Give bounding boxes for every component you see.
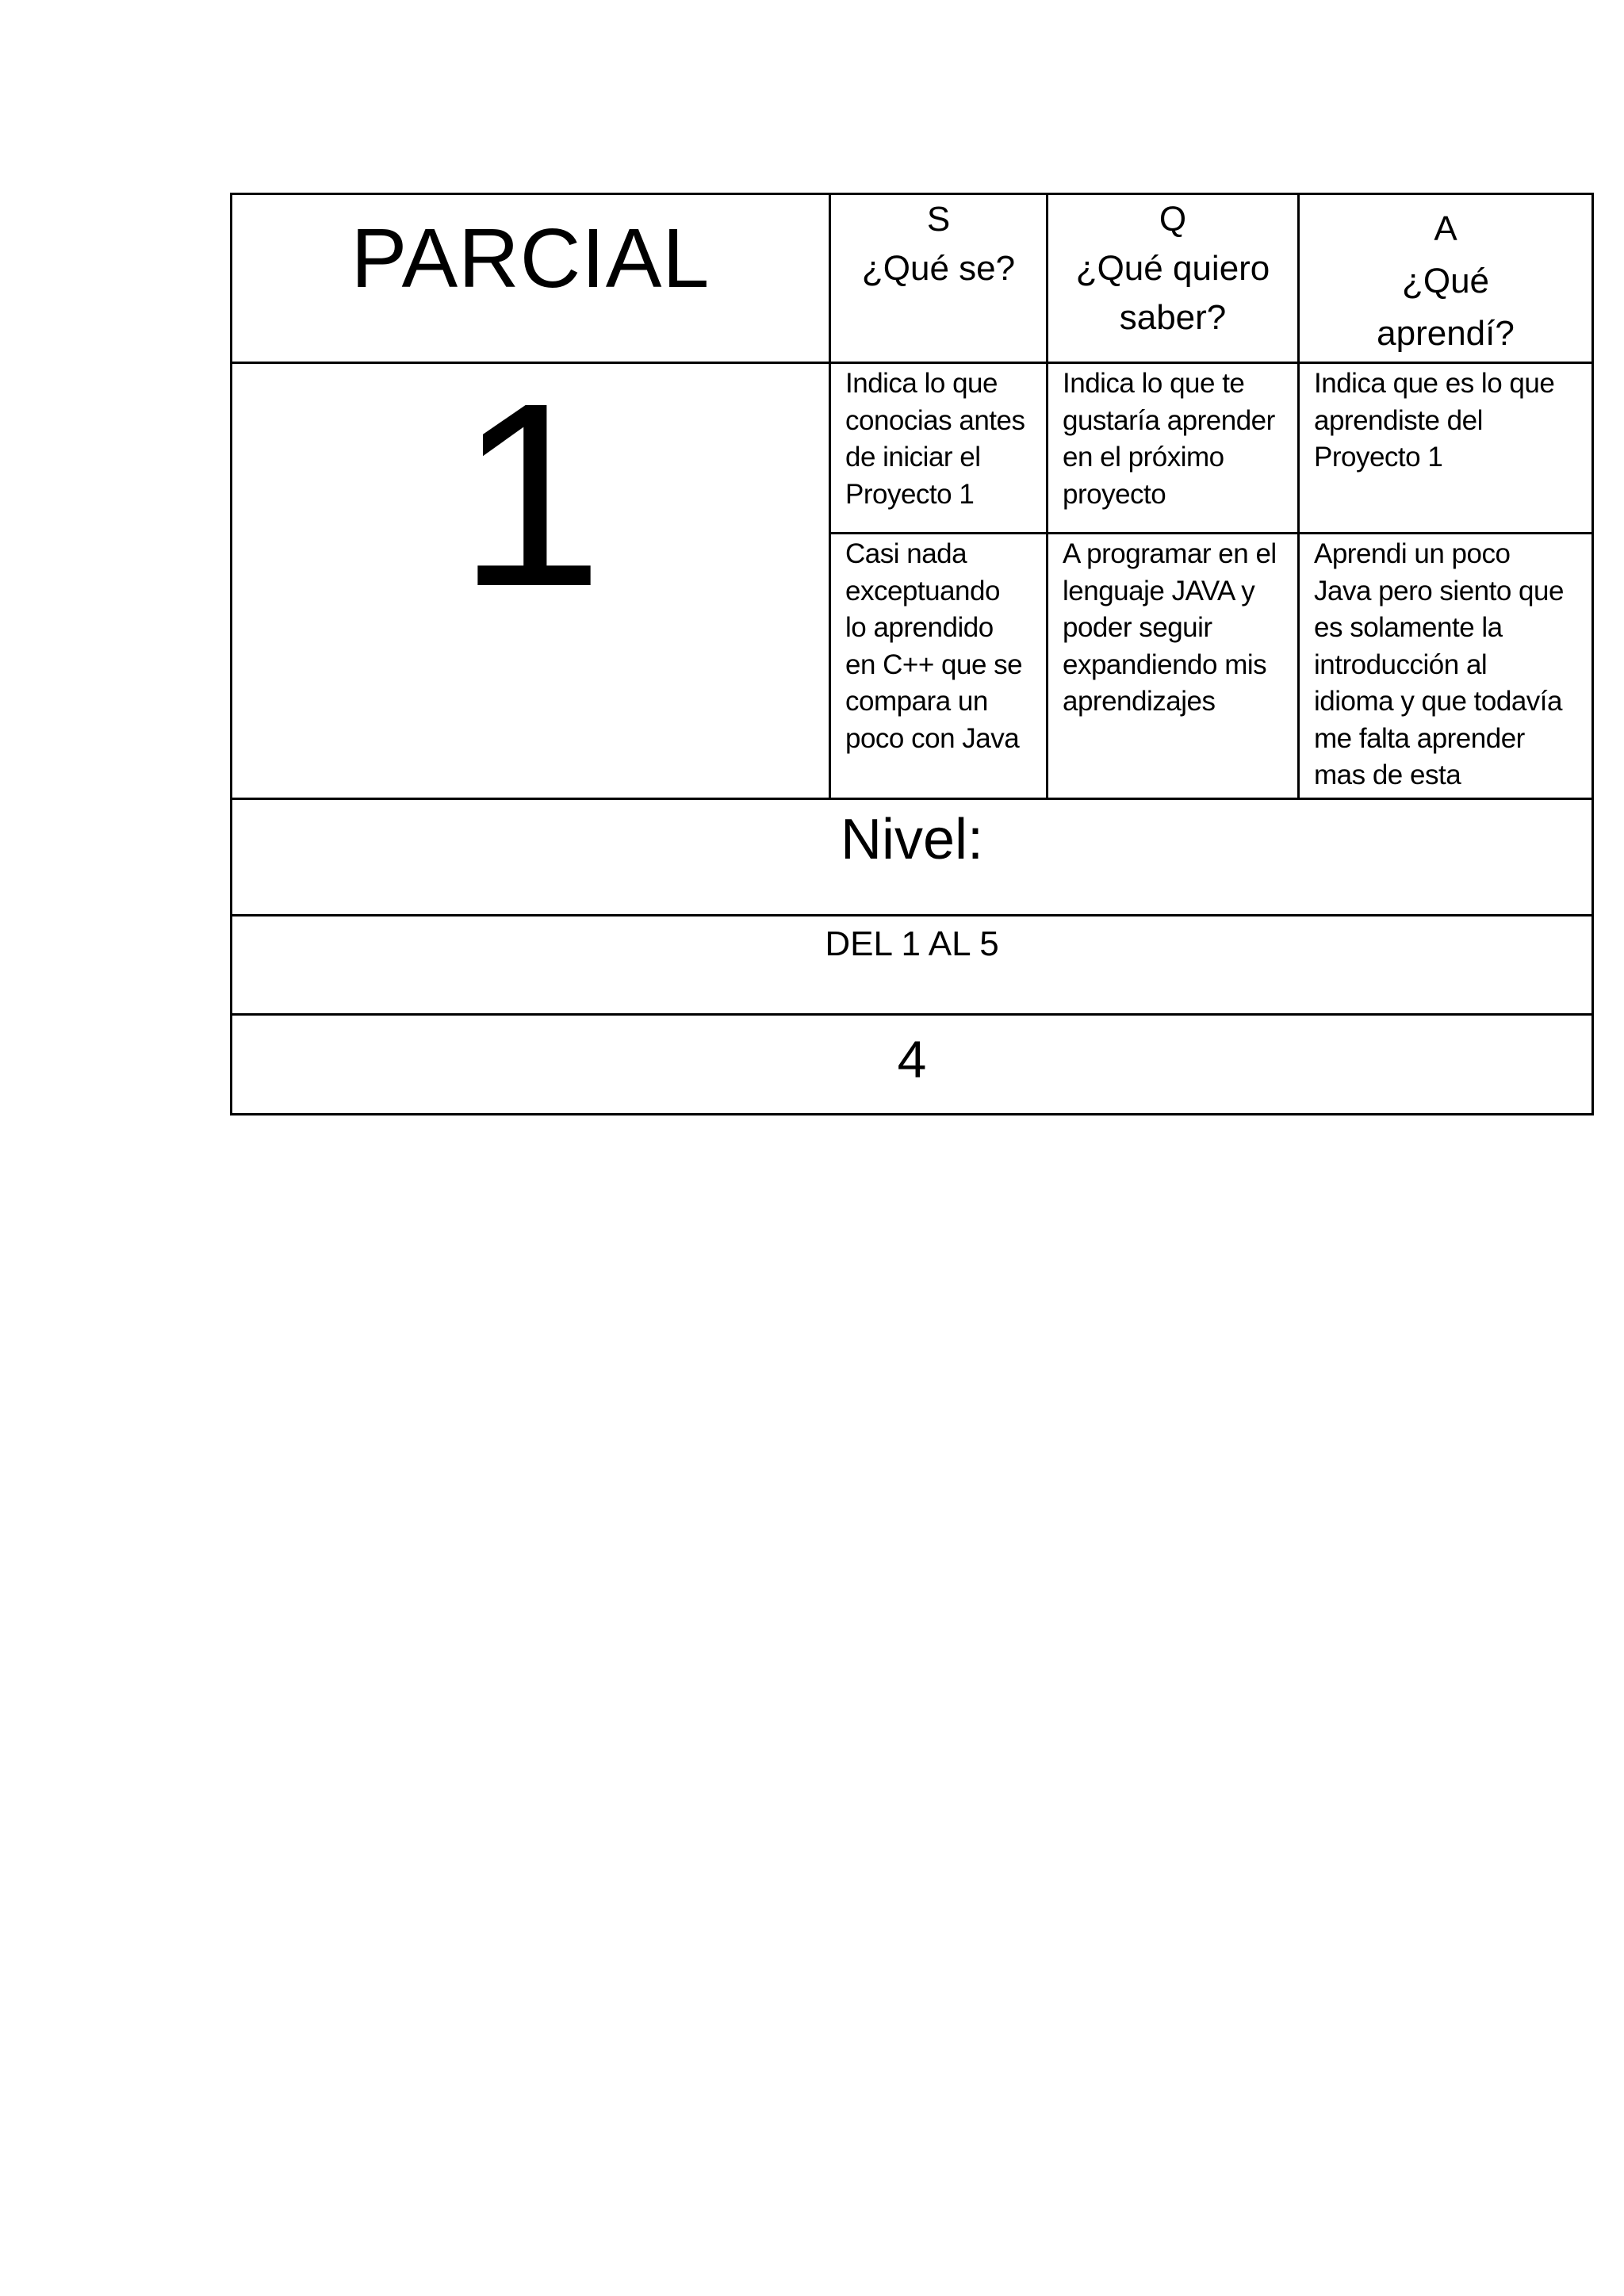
prompt-s-line: Proyecto 1 [845, 478, 975, 510]
answer-s-line: Casi nada [845, 538, 967, 569]
range-label-text: DEL 1 AL 5 [825, 924, 999, 963]
range-row [232, 915, 1593, 1014]
prompt-a-line: aprendiste del [1314, 404, 1483, 436]
answer-a-line: es solamente la [1314, 612, 1503, 643]
column-q-question-line1: ¿Qué quiero [1075, 249, 1270, 288]
prompt-q-line: Indica lo que te [1063, 368, 1245, 399]
prompt-row [232, 363, 1593, 534]
prompt-q [1048, 363, 1299, 534]
answer-a-line: Java pero siento que [1314, 575, 1564, 607]
range-label [232, 915, 1593, 1014]
nivel-row [232, 798, 1593, 915]
answer-a-line: idioma y que todavía [1314, 686, 1562, 717]
prompt-s-line: conocias antes [845, 404, 1025, 436]
header-row [232, 194, 1593, 363]
column-s-letter: S [926, 200, 951, 239]
sqa-sheet [230, 193, 1591, 1115]
answer-a-line: Aprendi un poco [1314, 538, 1511, 569]
column-q-letter: Q [1159, 200, 1187, 239]
sqa-table [230, 193, 1594, 1115]
answer-q [1048, 534, 1299, 799]
answer-q-line: poder seguir [1063, 612, 1212, 643]
column-a-question-line2: aprendí? [1377, 314, 1515, 353]
level-value-row [232, 1014, 1593, 1114]
answer-s-line: lo aprendido [845, 612, 994, 643]
answer-a [1299, 534, 1593, 799]
parcial-title [232, 194, 830, 363]
prompt-s-line: Indica lo que [845, 368, 998, 399]
answer-s-line: exceptuando [845, 575, 1000, 607]
parcial-title-text: PARCIAL [350, 212, 710, 305]
prompt-a-line: Indica que es lo que [1314, 368, 1555, 399]
answer-q-line: aprendizajes [1063, 686, 1216, 717]
answer-s-line: en C++ que se [845, 649, 1023, 680]
nivel-label-text: Nivel: [840, 807, 984, 871]
answer-q-line: expandiendo mis [1063, 649, 1267, 680]
prompt-q-line: gustaría aprender [1063, 404, 1275, 436]
column-a-question-line1: ¿Qué [1401, 262, 1490, 300]
level-value-text: 4 [897, 1029, 927, 1089]
prompt-q-line: proyecto [1063, 478, 1166, 510]
level-value [232, 1014, 1593, 1114]
answer-q-line: lenguaje JAVA y [1063, 575, 1255, 607]
prompt-a [1299, 363, 1593, 534]
column-a-letter: A [1434, 209, 1457, 248]
column-header-s [830, 194, 1048, 363]
parcial-number [232, 348, 830, 799]
answer-q-line: A programar en el [1063, 538, 1277, 569]
column-header-a [1299, 194, 1593, 363]
answer-a-line: me falta aprender [1314, 722, 1525, 754]
answer-s-line: poco con Java [845, 722, 1020, 754]
prompt-a-line: Proyecto 1 [1314, 442, 1443, 473]
answer-s-line: compara un [845, 686, 988, 717]
column-header-q [1048, 194, 1299, 363]
answer-a-line: mas de esta [1314, 760, 1461, 790]
nivel-label [232, 798, 1593, 915]
prompt-s-line: de iniciar el [845, 442, 981, 473]
column-q-question-line2: saber? [1119, 298, 1227, 337]
answer-s [830, 534, 1048, 799]
answer-a-line: introducción al [1314, 649, 1488, 680]
prompt-s [830, 363, 1048, 534]
column-s-question: ¿Qué se? [861, 249, 1016, 288]
prompt-q-line: en el próximo [1063, 442, 1224, 473]
parcial-number-text: 1 [458, 348, 603, 641]
